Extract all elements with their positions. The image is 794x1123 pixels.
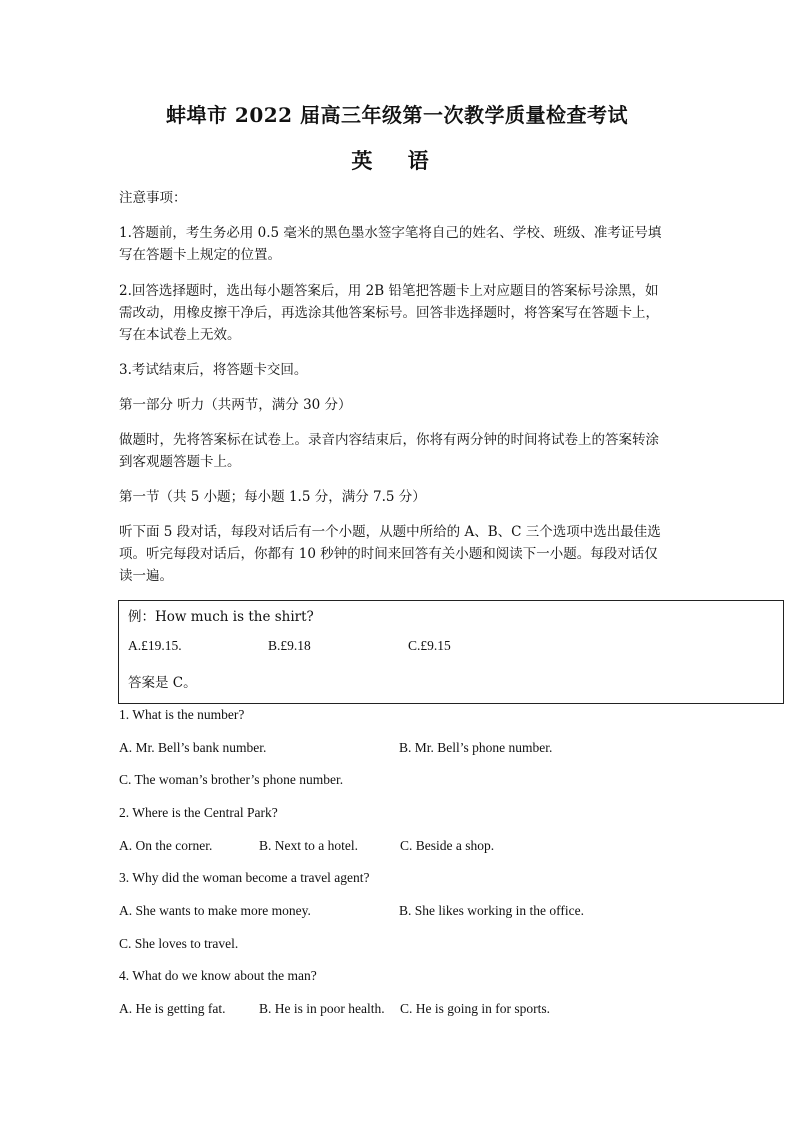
section1-line-2: 项。听完每段对话后，你都有 10 秒钟的时间来回答有关小题和阅读下一小题。每段对话仅 (119, 546, 658, 562)
note-2-line-1: 2.回答选择题时，选出每小题答案后，用 2B 铅笔把答题卡上对应题目的答案标号涂黑，如 (119, 283, 659, 299)
example-option-c: C.£9.15 (408, 638, 451, 653)
example-question: 例：How much is the shirt? (128, 609, 314, 625)
section1-line-3: 读一遍。 (119, 568, 173, 584)
part1-intro-line-2: 到客观题答题卡上。 (119, 454, 241, 470)
question-2-option-b: B. Next to a hotel. (259, 838, 358, 853)
note-1-line-1: 1.答题前，考生务必用 0.5 毫米的黑色墨水签字笔将自己的姓名、学校、班级、准考证号填 (119, 225, 662, 241)
notes-heading: 注意事项： (119, 190, 187, 206)
example-option-b: B.£9.18 (268, 638, 311, 653)
example-option-a: A.£19.15. (128, 638, 182, 653)
example-answer: 答案是 C。 (128, 675, 197, 691)
exam-title: 蚌埠市 2022 届高三年级第一次教学质量检查考试 (165, 103, 629, 127)
question-3-option-b: B. She likes working in the office. (399, 903, 584, 918)
question-3-option-a: A. She wants to make more money. (119, 903, 311, 918)
section1-heading: 第一节（共 5 小题；每小题 1.5 分，满分 7.5 分） (119, 489, 426, 505)
question-4-option-c: C. He is going in for sports. (400, 1001, 550, 1016)
question-2-option-a: A. On the corner. (119, 838, 213, 853)
question-3-option-c: C. She loves to travel. (119, 936, 239, 951)
question-1-option-a: A. Mr. Bell’s bank number. (119, 740, 267, 755)
question-3: 3. Why did the woman become a travel agent? (119, 870, 370, 885)
question-2: 2. Where is the Central Park? (119, 805, 278, 820)
section1-line-1: 听下面 5 段对话，每段对话后有一个小题，从题中所给的 A、B、C 三个选项中选出最佳选 (119, 524, 661, 540)
example-box (118, 600, 784, 704)
question-4-option-b: B. He is in poor health. (259, 1001, 385, 1016)
question-1: 1. What is the number? (119, 707, 245, 722)
note-2-line-3: 写在本试卷上无效。 (119, 327, 241, 343)
note-2-line-2: 需改动，用橡皮擦干净后，再选涂其他答案标号。回答非选择题时，将答案写在答题卡上， (119, 305, 659, 321)
subject-title: 英 语 (351, 148, 443, 173)
question-1-option-b: B. Mr. Bell’s phone number. (399, 740, 553, 755)
question-1-option-c: C. The woman’s brother’s phone number. (119, 772, 344, 787)
part1-intro-line-1: 做题时，先将答案标在试卷上。录音内容结束后，你将有两分钟的时间将试卷上的答案转涂 (119, 432, 659, 448)
question-4: 4. What do we know about the man? (119, 968, 317, 983)
question-4-option-a: A. He is getting fat. (119, 1001, 226, 1016)
question-2-option-c: C. Beside a shop. (400, 838, 495, 853)
note-1-line-2: 写在答题卡上规定的位置。 (119, 247, 281, 263)
part1-heading: 第一部分 听力（共两节，满分 30 分） (119, 397, 352, 413)
note-3: 3.考试结束后，将答题卡交回。 (119, 362, 308, 378)
